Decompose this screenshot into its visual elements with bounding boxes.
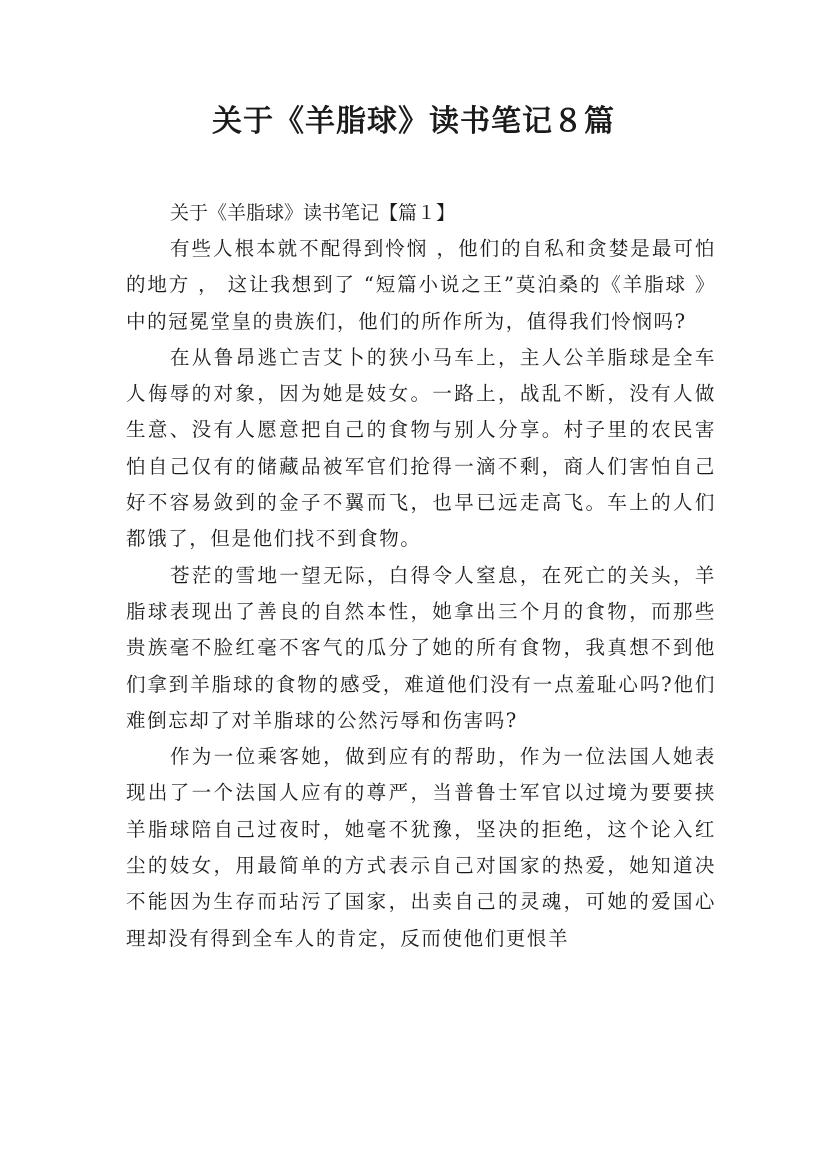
- paragraph-4: 作为一位乘客她，做到应有的帮助，作为一位法国人她表现出了一个法国人应有的尊严，当普鲁士军官以过境为要要挟羊脂球陪自己过夜时，她毫不犹豫，坚决的拒绝，这个论入红尘的妓女，用最简单的方式表示自己对国家的热爱，她知道决不能因为生存而玷污了国家，出卖自己的灵魂，可她的爱国心理却没有得到全车人的肯定，反而使他们更恨羊: [126, 745, 716, 950]
- paragraph-2: 在从鲁昂逃亡吉艾卜的狭小马车上，主人公羊脂球是全车人侮辱的对象，因为她是妓女。一路上，战乱不断，没有人做生意、没有人愿意把自己的食物与别人分享。村子里的农民害怕自己仅有的储藏品被军官们抢得一滴不剩，商人们害怕自己好不容易敛到的金子不翼而飞，也早已远走高飞。车上的人们都饿了，但是他们找不到食物。: [126, 345, 716, 551]
- paragraph-1: 有些人根本就不配得到怜悯 ，他们的自私和贪婪是最可怕的地方 ， 这让我想到了 “短篇小说之王”莫泊桑的《羊脂球 》中的冠冕堂皇的贵族们，他们的所作所为，值得我们怜悯吗?: [126, 237, 716, 333]
- paragraph-3: 苍茫的雪地一望无际，白得令人窒息，在死亡的关头，羊脂球表现出了善良的自然本性，她拿出三个月的食物，而那些贵族毫不脸红毫不客气的瓜分了她的所有食物，我真想不到他们拿到羊脂球的食物的感受，难道他们没有一点羞耻心吗?他们难倒忘却了对羊脂球的公然污辱和伤害吗?: [126, 563, 716, 732]
- section-heading: 关于《羊脂球》读书笔记【篇１】: [170, 202, 456, 224]
- document-body: [126, 195, 716, 957]
- page-title: 关于《羊脂球》读书笔记８篇: [212, 104, 615, 139]
